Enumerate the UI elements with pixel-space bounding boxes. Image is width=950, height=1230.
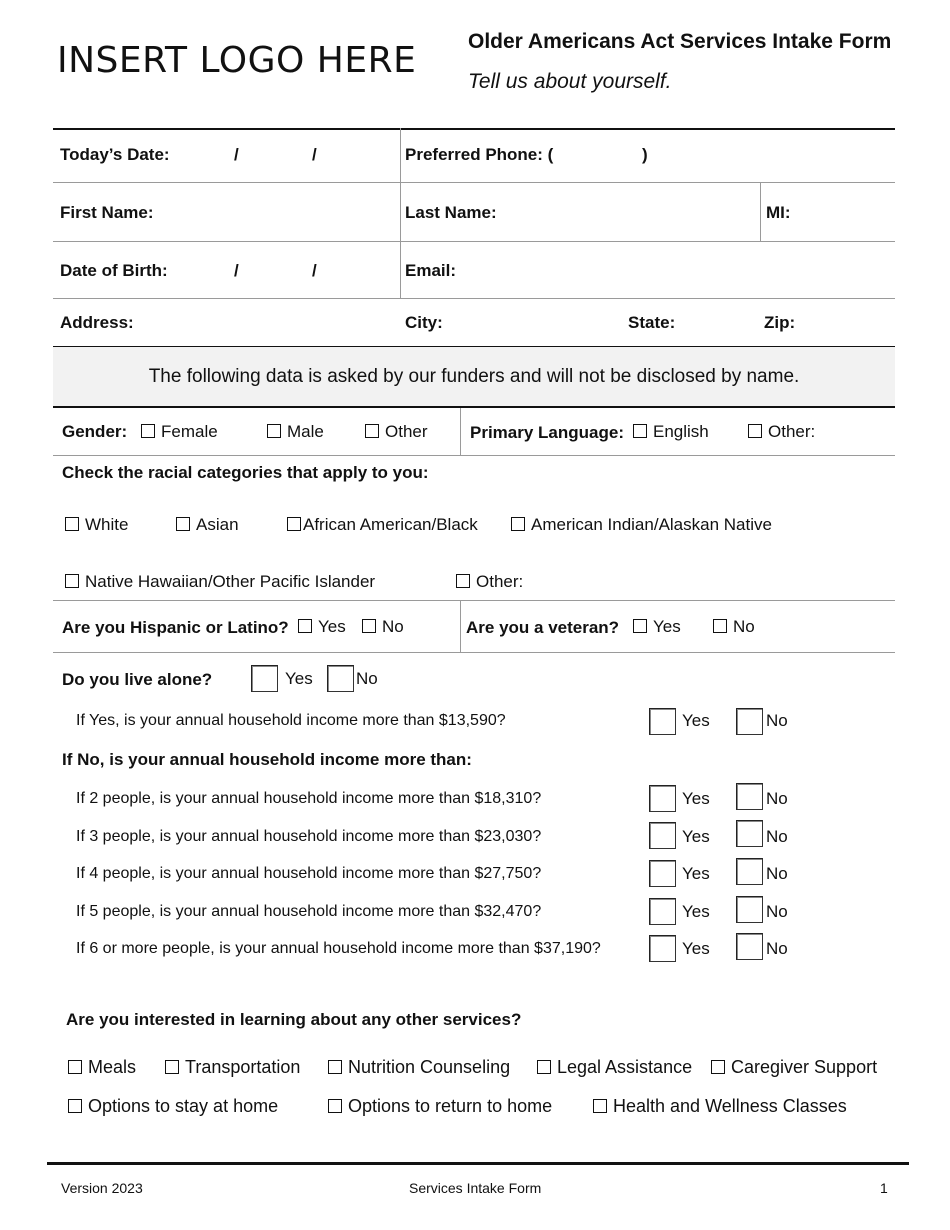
yes-label: Yes [682,902,710,921]
live-alone-yes-label: Yes [285,669,313,688]
date-slash: / [234,145,239,164]
first-name-label: First Name: [60,203,154,222]
income-2-yes-checkbox[interactable] [649,785,676,812]
service-option-return-to-home[interactable]: Options to return to home [328,1096,552,1117]
income-6-yes-checkbox[interactable] [649,935,676,962]
yes-label: Yes [682,939,710,958]
gender-label: Gender: [62,422,128,441]
services-question: Are you interested in learning about any other services? [66,1010,522,1029]
live-alone-question: Do you live alone? [62,670,213,689]
checkbox[interactable] [141,424,155,438]
row-divider [53,455,895,456]
race-option-other[interactable]: Other: [456,572,523,592]
column-divider [400,128,401,298]
hispanic-question: Are you Hispanic or Latino? [62,618,289,637]
service-option-caregiver-support[interactable]: Caregiver Support [711,1057,877,1078]
live-alone-no-checkbox[interactable] [327,665,354,692]
checkbox[interactable] [68,1060,82,1074]
row-divider [53,652,895,653]
checkbox[interactable] [537,1060,551,1074]
no-label: No [766,902,788,921]
logo-placeholder: INSERT LOGO HERE [57,40,417,81]
notice-text: The following data is asked by our funders and will not be disclosed by name. [148,366,800,387]
live-alone-yes-checkbox[interactable] [251,665,278,692]
income-if-no-heading: If No, is your annual household income more than: [62,750,472,769]
checkbox[interactable] [748,424,762,438]
footer-page-number: 1 [880,1180,888,1196]
form-subtitle: Tell us about yourself. [468,70,672,93]
income-if-yes-yes-checkbox[interactable] [649,708,676,735]
footer-rule [47,1162,909,1165]
yes-label: Yes [682,789,710,808]
veteran-question: Are you a veteran? [466,618,620,637]
checkbox[interactable] [713,619,727,633]
live-alone-no-label: No [356,669,378,688]
checkbox[interactable] [511,517,525,531]
no-label: No [766,827,788,846]
yes-label: Yes [682,711,710,730]
veteran-no[interactable]: No [713,617,755,637]
address-label: Address: [60,313,134,332]
service-option-nutrition-counseling[interactable]: Nutrition Counseling [328,1057,510,1078]
column-divider [760,183,761,241]
language-option-english[interactable]: English [633,422,709,442]
yes-label: Yes [682,864,710,883]
gender-option-other[interactable]: Other [365,422,428,442]
income-question-5-people: If 5 people, is your annual household income more than $32,470? [76,903,542,920]
dob-label: Date of Birth: [60,261,168,280]
income-question-4-people: If 4 people, is your annual household income more than $27,750? [76,865,542,882]
last-name-label: Last Name: [405,203,497,222]
race-option-american-indian[interactable]: American Indian/Alaskan Native [511,515,772,535]
zip-label: Zip: [764,313,796,332]
primary-language-label: Primary Language: [470,423,624,442]
checkbox[interactable] [68,1099,82,1113]
service-option-legal-assistance[interactable]: Legal Assistance [537,1057,692,1078]
no-label: No [766,711,788,730]
hispanic-no[interactable]: No [362,617,404,637]
income-5-yes-checkbox[interactable] [649,898,676,925]
todays-date-label: Today’s Date: [60,145,170,164]
race-question: Check the racial categories that apply to you: [62,463,429,482]
service-option-health-wellness[interactable]: Health and Wellness Classes [593,1096,847,1117]
income-question-6-people: If 6 or more people, is your annual household income more than $37,190? [76,940,601,957]
phone-paren: ) [642,145,648,164]
income-3-no-checkbox[interactable] [736,820,763,847]
service-option-meals[interactable]: Meals [68,1057,136,1078]
veteran-yes[interactable]: Yes [633,617,681,637]
checkbox[interactable] [362,619,376,633]
income-question-2-people: If 2 people, is your annual household income more than $18,310? [76,790,542,807]
yes-label: Yes [682,827,710,846]
preferred-phone-label: Preferred Phone: ( [405,145,554,164]
date-slash: / [312,261,317,280]
row-divider [53,182,895,183]
date-slash: / [234,261,239,280]
band-bottom-rule [53,406,895,408]
footer-form-name: Services Intake Form [409,1180,542,1196]
column-divider [460,408,461,455]
service-option-transportation[interactable]: Transportation [165,1057,300,1078]
checkbox[interactable] [365,424,379,438]
checkbox[interactable] [593,1099,607,1113]
no-label: No [766,939,788,958]
income-6-no-checkbox[interactable] [736,933,763,960]
service-option-stay-at-home[interactable]: Options to stay at home [68,1096,278,1117]
gender-option-female[interactable]: Female [141,422,218,442]
income-4-no-checkbox[interactable] [736,858,763,885]
income-5-no-checkbox[interactable] [736,896,763,923]
no-label: No [766,864,788,883]
income-4-yes-checkbox[interactable] [649,860,676,887]
footer-version: Version 2023 [61,1180,143,1196]
checkbox[interactable] [165,1060,179,1074]
city-label: City: [405,313,443,332]
checkbox[interactable] [633,619,647,633]
checkbox[interactable] [65,574,79,588]
checkbox[interactable] [298,619,312,633]
gender-option-male[interactable]: Male [267,422,324,442]
income-2-no-checkbox[interactable] [736,783,763,810]
income-if-yes-no-checkbox[interactable] [736,708,763,735]
race-option-asian[interactable]: Asian [176,515,239,535]
language-option-other[interactable]: Other: [748,422,815,442]
checkbox[interactable] [287,517,301,531]
no-label: No [766,789,788,808]
income-question-3-people: If 3 people, is your annual household income more than $23,030? [76,828,542,845]
race-option-native-hawaiian[interactable]: Native Hawaiian/Other Pacific Islander [65,572,375,592]
state-label: State: [628,313,676,332]
race-option-african-american[interactable]: African American/Black [287,515,478,535]
checkbox[interactable] [711,1060,725,1074]
top-rule [53,128,895,130]
checkbox[interactable] [456,574,470,588]
income-if-yes-question: If Yes, is your annual household income more than $13,590? [76,712,506,729]
checkbox[interactable] [176,517,190,531]
row-divider [53,298,895,299]
column-divider [460,601,461,652]
checkbox[interactable] [633,424,647,438]
checkbox[interactable] [65,517,79,531]
row-divider [53,241,895,242]
checkbox[interactable] [328,1099,342,1113]
form-title: Older Americans Act Services Intake Form [468,30,892,53]
checkbox[interactable] [267,424,281,438]
checkbox[interactable] [328,1060,342,1074]
mi-label: MI: [766,203,791,222]
date-slash: / [312,145,317,164]
income-3-yes-checkbox[interactable] [649,822,676,849]
hispanic-yes[interactable]: Yes [298,617,346,637]
race-option-white[interactable]: White [65,515,128,535]
row-divider [53,600,895,601]
email-label: Email: [405,261,457,280]
